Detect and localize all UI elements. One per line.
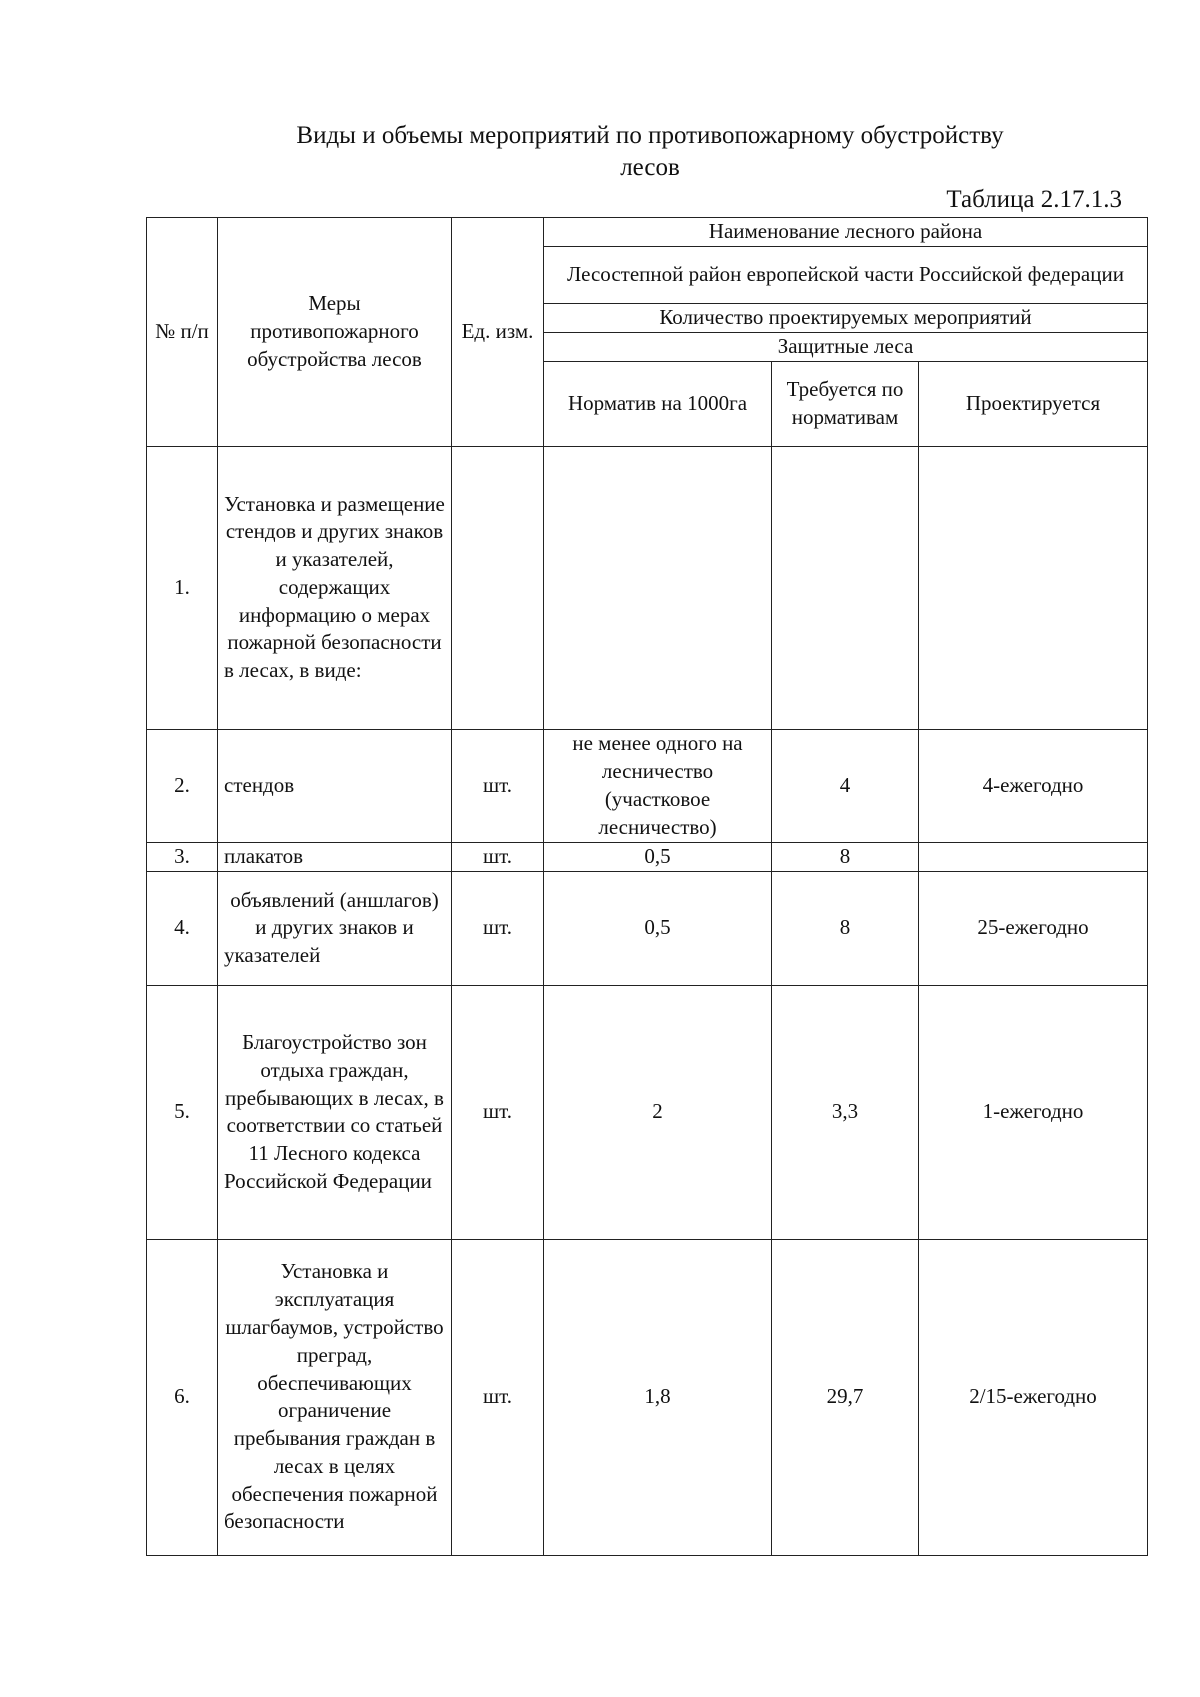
header-unit: Ед. изм. [452, 218, 544, 447]
table-row [147, 1239, 1148, 1555]
row-num: 6. [147, 1239, 218, 1555]
row-measure: Благоустройство зон отдыха граждан, пребывающих в лесах, в соответствии со статьей 11 Лесного кодекса Российской Федерации [218, 985, 452, 1239]
title-line-1: Виды и объемы мероприятий по противопожарному обустройству [296, 122, 1004, 149]
table-row [147, 871, 1148, 985]
row-num: 4. [147, 871, 218, 985]
row-projected: 25-ежегодно [919, 871, 1148, 985]
header-norm: Норматив на 1000га [544, 361, 772, 446]
row-norm: 2 [544, 985, 772, 1239]
title-line-2: лесов [620, 154, 680, 181]
row-measure: Установка и эксплуатация шлагбаумов, устройство преград, обеспечивающих ограничение пребывания граждан в лесах в целях обеспечения пожарной безопасности [218, 1239, 452, 1555]
page-title [150, 120, 1150, 184]
header-quantity: Количество проектируемых мероприятий [544, 303, 1148, 332]
row-required [772, 446, 919, 729]
row-measure: объявлений (аншлагов) и других знаков и указателей [218, 871, 452, 985]
row-required: 3,3 [772, 985, 919, 1239]
table-row [147, 446, 1148, 729]
table-row [147, 729, 1148, 842]
row-norm: 0,5 [544, 871, 772, 985]
header-num: № п/п [147, 218, 218, 447]
row-unit: шт. [452, 842, 544, 871]
row-norm [544, 446, 772, 729]
header-measure: Меры противопожарного обустройства лесов [218, 218, 452, 447]
row-norm: 0,5 [544, 842, 772, 871]
row-unit: шт. [452, 1239, 544, 1555]
row-required: 4 [772, 729, 919, 842]
row-required: 8 [772, 842, 919, 871]
row-num: 1. [147, 446, 218, 729]
row-required: 29,7 [772, 1239, 919, 1555]
row-required: 8 [772, 871, 919, 985]
row-projected: 2/15-ежегодно [919, 1239, 1148, 1555]
table-row [147, 985, 1148, 1239]
header-row-1 [147, 218, 1148, 247]
table-row [147, 842, 1148, 871]
header-district: Лесостепной район европейской части Российской федерации [544, 246, 1148, 303]
row-num: 5. [147, 985, 218, 1239]
header-required: Требуется по нормативам [772, 361, 919, 446]
row-unit: шт. [452, 729, 544, 842]
header-projected: Проектируется [919, 361, 1148, 446]
row-unit [452, 446, 544, 729]
row-measure: стендов [218, 729, 452, 842]
header-district-name: Наименование лесного района [544, 218, 1148, 247]
header-forest-type: Защитные леса [544, 332, 1148, 361]
row-num: 2. [147, 729, 218, 842]
row-projected [919, 842, 1148, 871]
row-norm: не менее одного на лесничество (участковое лесничество) [544, 729, 772, 842]
row-num: 3. [147, 842, 218, 871]
row-projected: 1-ежегодно [919, 985, 1148, 1239]
row-norm: 1,8 [544, 1239, 772, 1555]
row-unit: шт. [452, 871, 544, 985]
table-number: Таблица 2.17.1.3 [946, 186, 1122, 213]
row-projected [919, 446, 1148, 729]
row-measure: Установка и размещение стендов и других знаков и указателей, содержащих информацию о мерах пожарной безопасности в лесах, в виде: [218, 446, 452, 729]
row-measure: плакатов [218, 842, 452, 871]
measures-table [146, 217, 1148, 1556]
row-projected: 4-ежегодно [919, 729, 1148, 842]
row-unit: шт. [452, 985, 544, 1239]
